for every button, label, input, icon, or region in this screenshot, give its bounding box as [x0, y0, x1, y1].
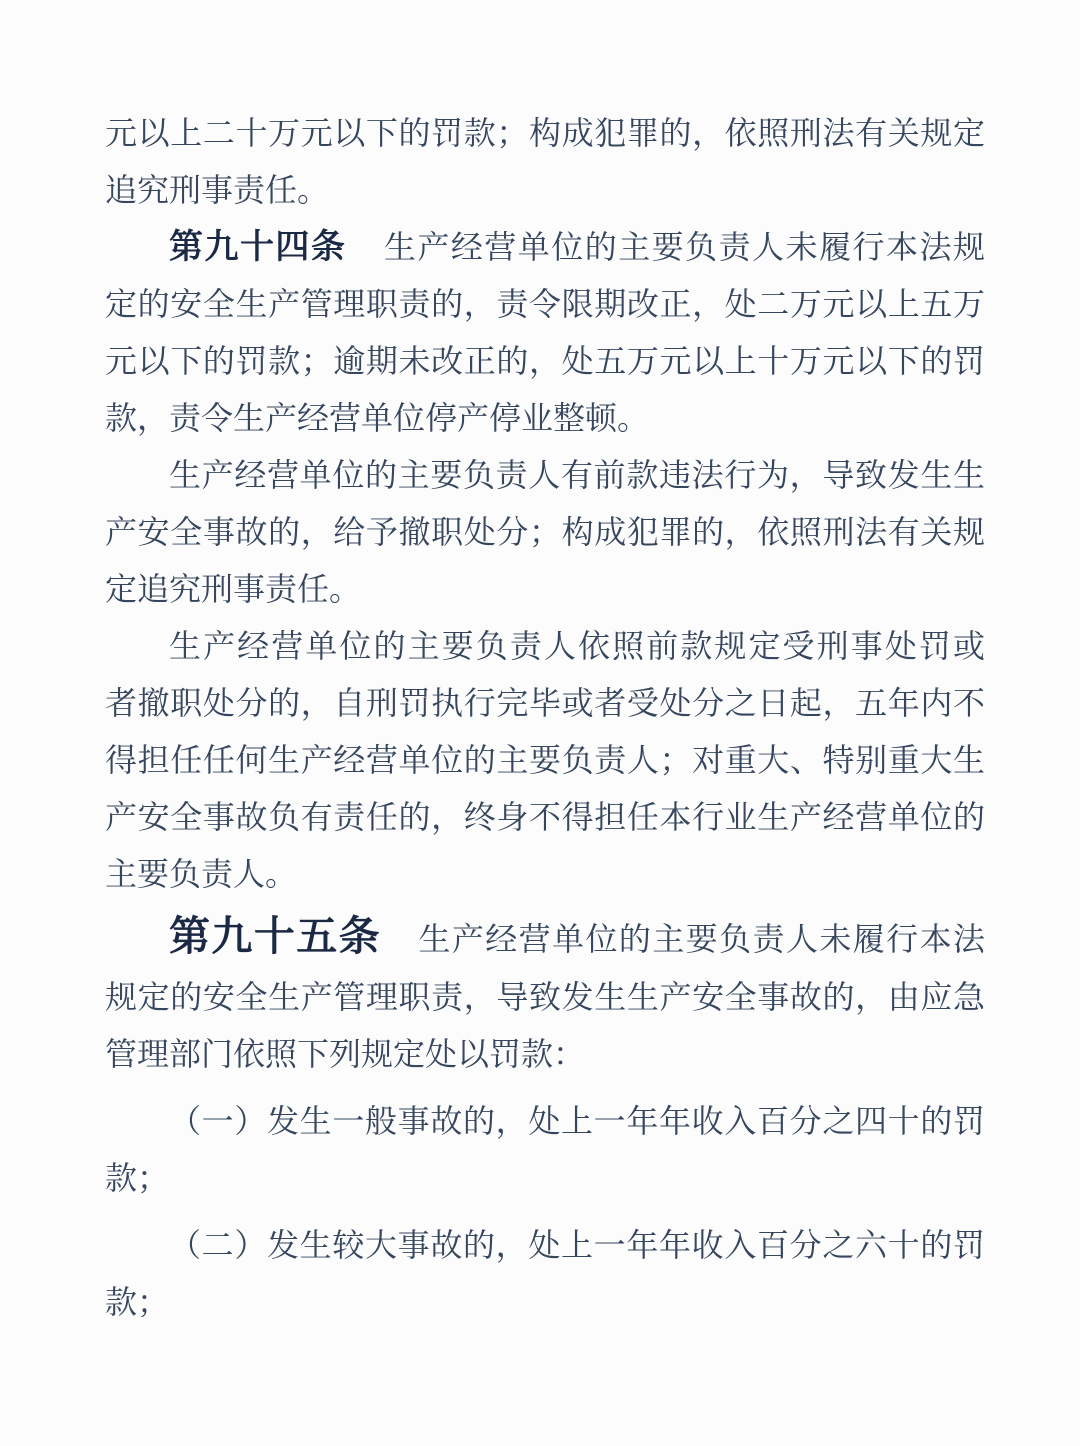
text-line: 款，责令生产经营单位停产停业整顿。 — [105, 400, 650, 436]
paragraph-article-start — [105, 219, 985, 447]
text-line: 得担任任何生产经营单位的主要负责人；对重大、特别重大生 — [105, 742, 985, 778]
paragraph-body — [105, 618, 985, 903]
text-line — [105, 219, 985, 276]
text-line: 生产经营单位的主要负责人有前款违法行为，导致发生生 — [169, 457, 985, 493]
text-line: 生产经营单位的主要负责人依照前款规定受刑事处罚或 — [169, 628, 985, 664]
text-run: 生产经营单位的主要负责人未履行本法 — [417, 921, 985, 957]
text-line: 定追究刑事责任。 — [105, 571, 362, 607]
text-line: 主要负责人。 — [105, 856, 298, 892]
text-line: 款； — [105, 1160, 170, 1196]
text-line — [105, 903, 985, 969]
text-line: 产安全事故负有责任的，终身不得担任本行业生产经营单位的 — [105, 799, 985, 835]
text-line: 产安全事故的，给予撤职处分；构成犯罪的，依照刑法有关规 — [105, 514, 985, 550]
article-number-label: 第九十四条 — [169, 228, 347, 266]
paragraph-body — [105, 447, 985, 618]
text-line: 者撤职处分的，自刑罚执行完毕或者受处分之日起，五年内不 — [105, 685, 985, 721]
text-line: 款； — [105, 1284, 170, 1320]
paragraph-list-item — [105, 1217, 985, 1331]
text-line: （二）发生较大事故的，处上一年年收入百分之六十的罚 — [169, 1227, 985, 1263]
paragraph-list-item — [105, 1093, 985, 1207]
text-line: 元以下的罚款；逾期未改正的，处五万元以上十万元以下的罚 — [105, 343, 985, 379]
document-body — [105, 105, 985, 1331]
text-line: 定的安全生产管理职责的，责令限期改正，处二万元以上五万 — [105, 286, 985, 322]
paragraph-article-start — [105, 903, 985, 1083]
paragraph-continuation — [105, 105, 985, 219]
article-number-label: 第九十五条 — [169, 913, 382, 959]
text-line: （一）发生一般事故的，处上一年年收入百分之四十的罚 — [169, 1103, 985, 1139]
text-line: 追究刑事责任。 — [105, 172, 330, 208]
text-line: 元以上二十万元以下的罚款；构成犯罪的，依照刑法有关规定 — [105, 115, 985, 151]
text-run: 生产经营单位的主要负责人未履行本法规 — [382, 229, 985, 265]
text-line: 规定的安全生产管理职责，导致发生生产安全事故的，由应急 — [105, 979, 985, 1015]
text-line: 管理部门依照下列规定处以罚款： — [105, 1036, 586, 1072]
